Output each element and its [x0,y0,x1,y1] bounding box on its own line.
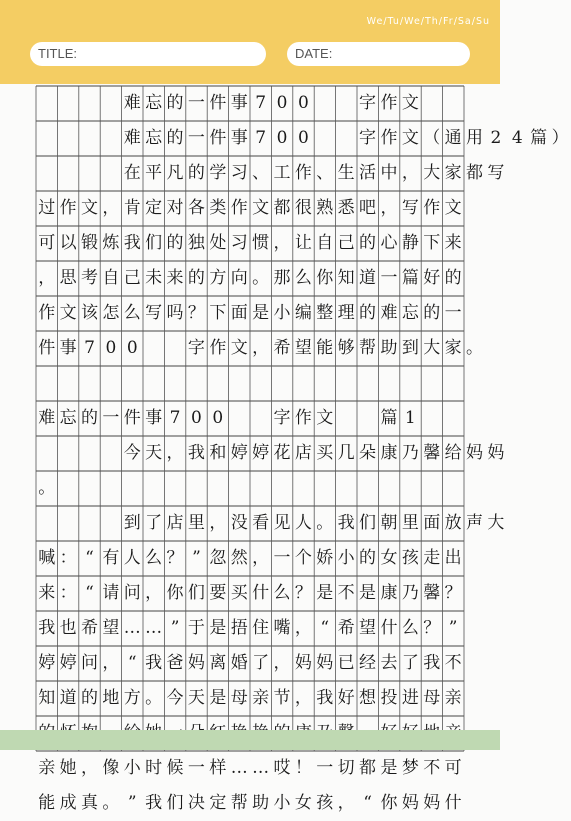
header-band [0,0,500,84]
text-line: 今 天 ， 我 和 婷 婷 花 店 买 几 朵 康 乃 馨 给 妈 妈 [123,443,505,463]
text-line: 难 忘 的 一 件 事 7 0 0 字 作 文 [123,93,419,113]
text-line: 难 忘 的 一 件 事 7 0 0 字 作 文 篇 1 [38,408,416,428]
text-line: 知 道 的 地 方 。 今 天 是 母 亲 节 ， 我 好 想 投 进 母 亲 [38,688,462,708]
title-label: TITLE: [38,46,78,61]
title-field [30,42,266,66]
text-line: 过 作 文 ， 肯 定 对 各 类 作 文 都 很 熟 悉 吧 ， 写 作 文 [38,198,462,218]
text-line: 亲 她 ， 像 小 时 候 一 样 … … 哎 ！ 一 切 都 是 梦 不 可 [38,758,462,778]
text-line: 在 平 凡 的 学 习 、 工 作 、 生 活 中 ， 大 家 都 写 [123,163,505,183]
date-field [287,42,470,66]
text-line [36,366,464,401]
text-line: 到 了 店 里 ， 没 看 见 人 。 我 们 朝 里 面 放 声 大 [123,513,505,533]
text-line: 可 以 锻 炼 我 们 的 独 处 习 惯 ， 让 自 己 的 心 静 下 来 [38,233,462,253]
grid-paper [0,84,569,813]
date-label: DATE: [295,46,333,61]
weekday-strip: We/Tu/We/Th/Fr/Sa/Su [366,16,490,27]
text-line: ， 思 考 自 己 未 来 的 方 向 。 那 么 你 知 道 一 篇 好 的 [38,268,462,288]
text-line: 作 文 该 怎 么 写 吗 ？ 下 面 是 小 编 整 理 的 难 忘 的 一 [38,303,462,323]
text-line: 婷 婷 问 ， “ 我 爸 妈 离 婚 了 ， 妈 妈 已 经 去 了 我 不 [38,653,462,673]
text-line: 件 事 7 0 0 字 作 文 ， 希 望 能 够 帮 助 到 大 家 。 [38,338,483,358]
footer-band [0,730,500,750]
text-line: 。 [38,478,56,498]
text-line: 能 成 真 。 ” 我 们 决 定 帮 助 小 女 孩 ， “ 你 妈 妈 什 [38,793,462,813]
text-line: 难 忘 的 一 件 事 7 0 0 字 作 文 （ 通 用 2 4 篇 ） [123,128,569,148]
text-line: 我 也 希 望 … … ” 于 是 捂 住 嘴 ， “ 希 望 什 么 ？ ” [38,618,458,638]
text-line: 喊 ： “ 有 人 么 ？ ” 忽 然 ， 一 个 娇 小 的 女 孩 走 出 [38,548,462,568]
text-line: 来 ： “ 请 问 ， 你 们 要 买 什 么 ？ 是 不 是 康 乃 馨 ？ [38,583,462,603]
